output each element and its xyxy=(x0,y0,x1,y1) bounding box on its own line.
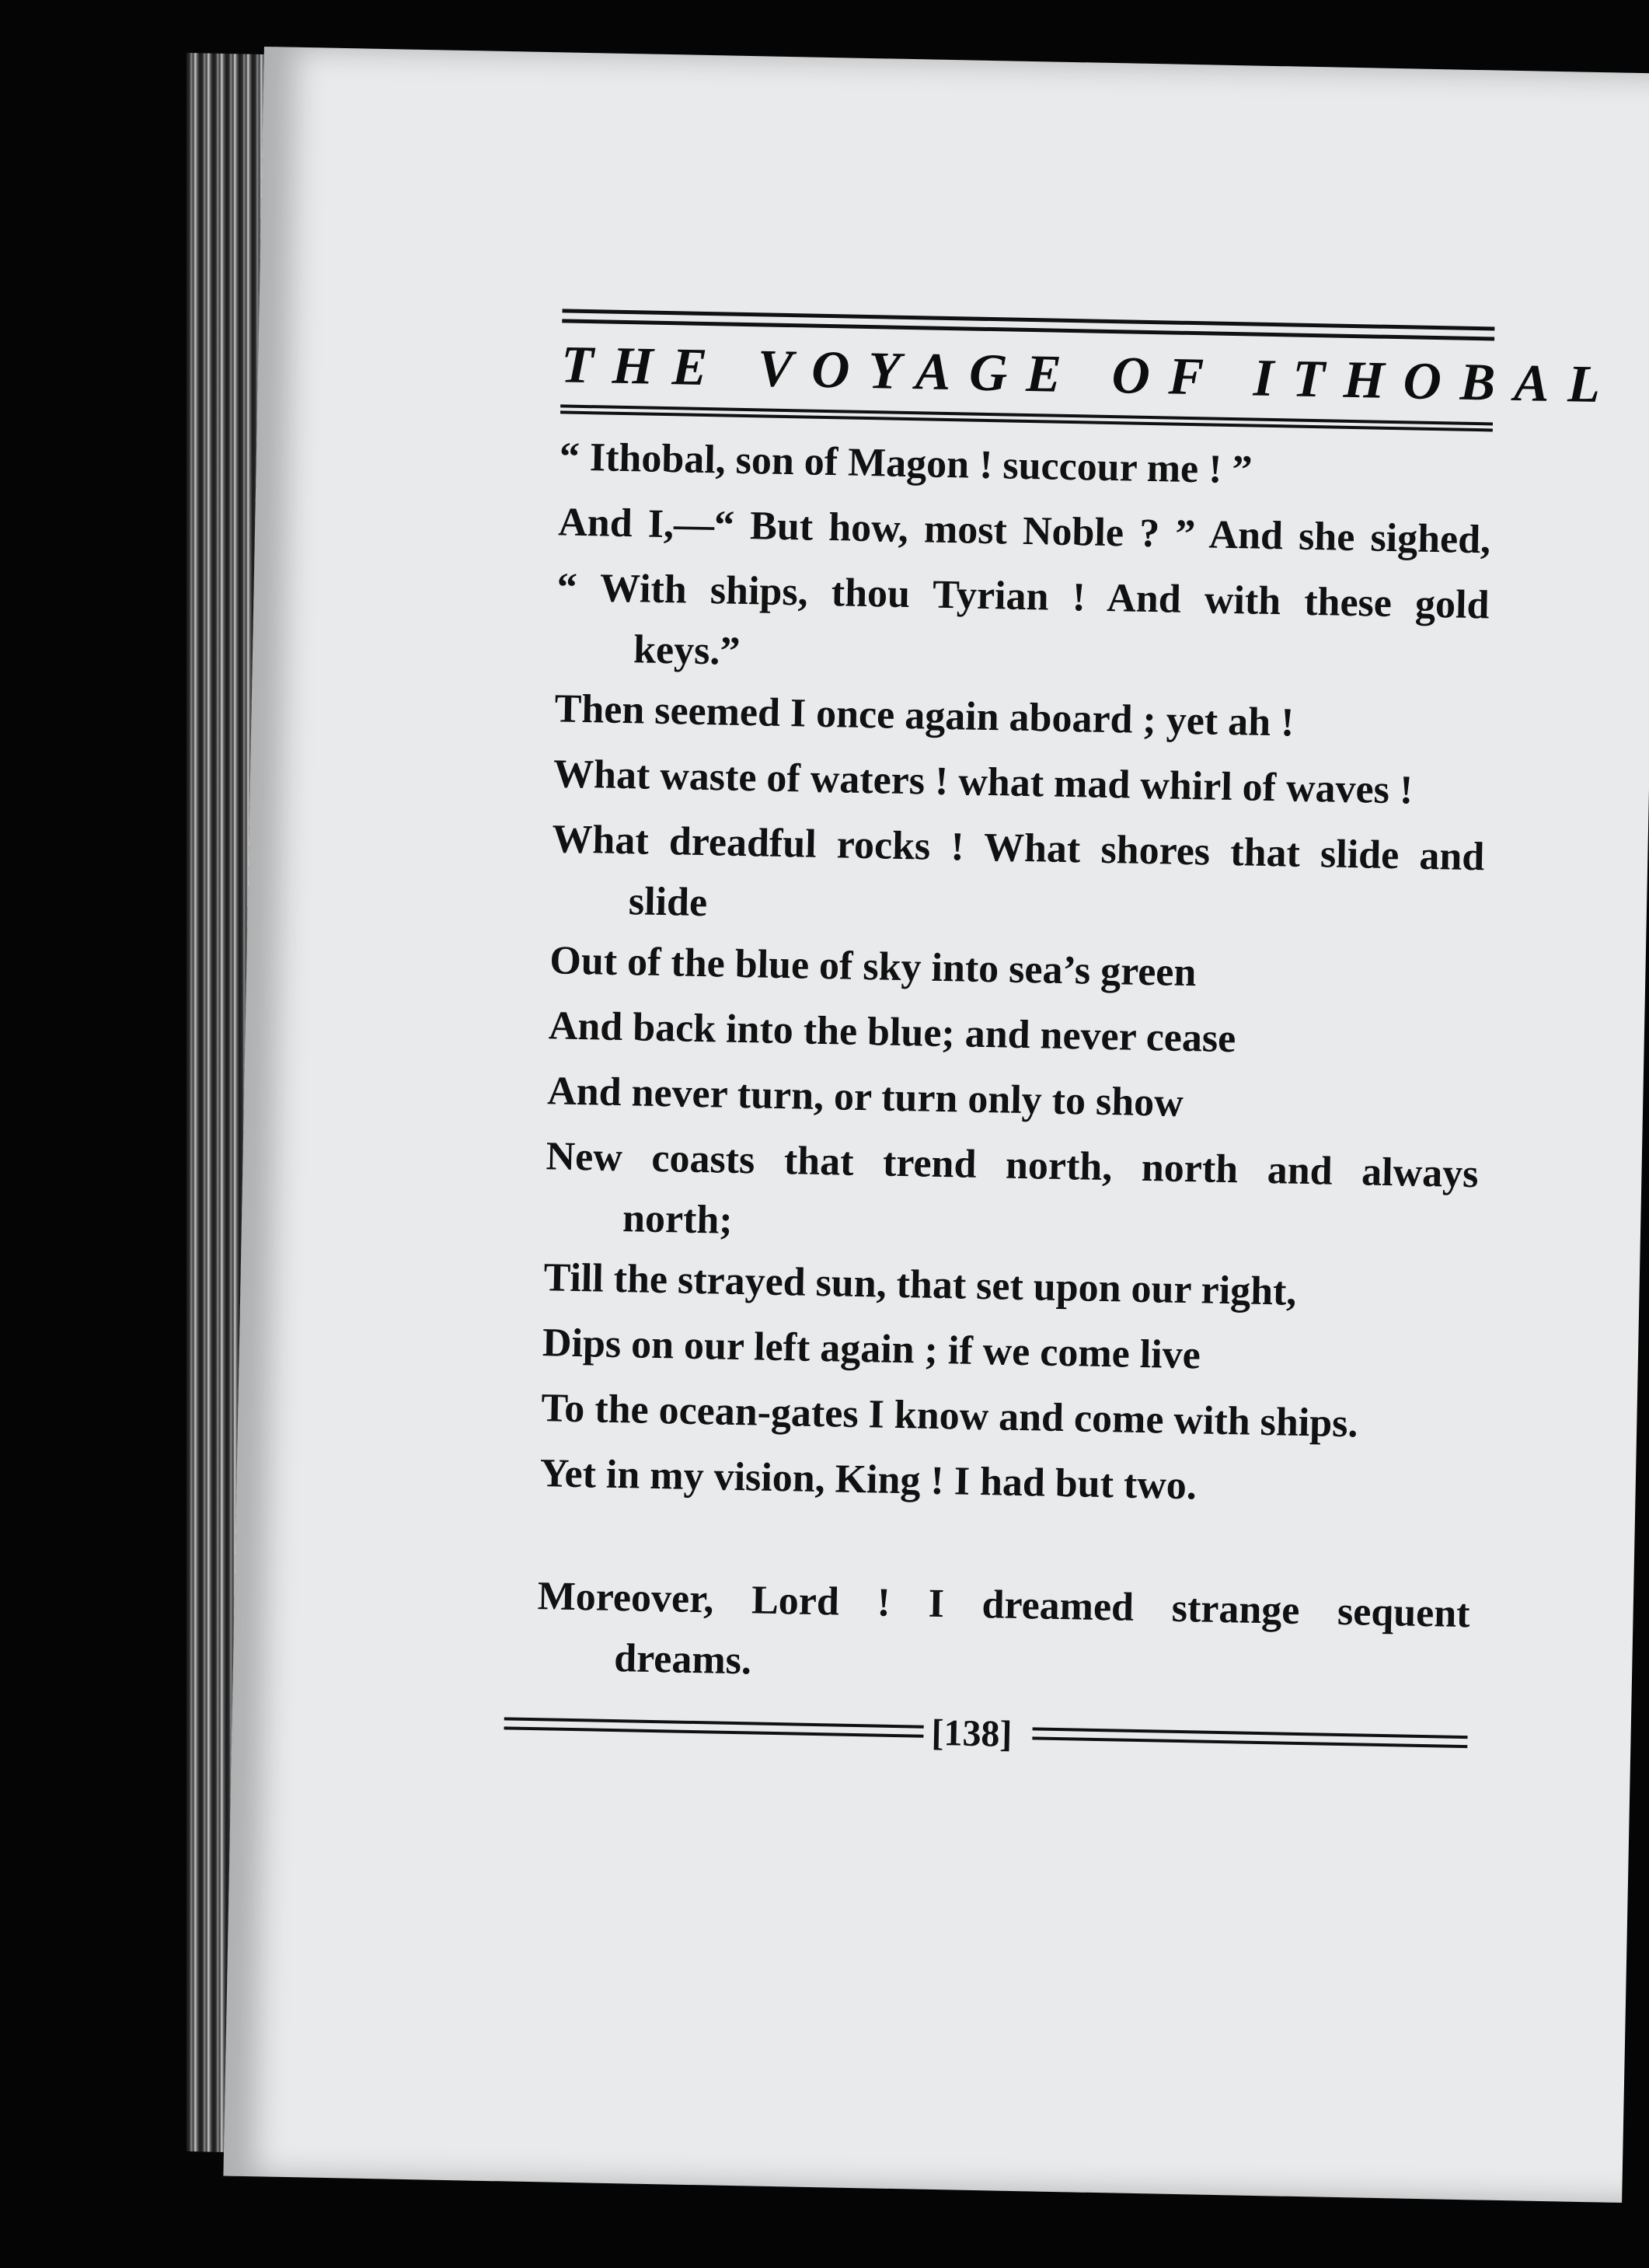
verse-line: Moreover, Lord ! I dreamed strange sequent xyxy=(537,1574,1471,1637)
book-page xyxy=(223,47,1649,2203)
verse-line: “ With ships, thou Tyrian ! And with these gold xyxy=(556,565,1490,628)
verse-line: New coasts that trend north, north and always xyxy=(546,1134,1479,1197)
verse-line: Out of the blue of sky into sea’s green xyxy=(549,938,1197,996)
footer-rule-right xyxy=(1032,1727,1467,1748)
verse-line: “ Ithobal, son of Magon ! succour me ! ” xyxy=(559,434,1253,493)
verse-line: Till the strayed sun, that set upon our right, xyxy=(543,1255,1297,1314)
verse-stanza-2 xyxy=(536,1564,1471,1703)
verse-line-turnover: slide xyxy=(628,879,708,926)
verse-line: What waste of waters ! what mad whirl of waves ! xyxy=(553,752,1414,813)
verse-line: To the ocean-gates I know and come with ships. xyxy=(540,1386,1358,1446)
running-head: THE VOYAGE OF ITHOBAL xyxy=(560,334,1619,414)
page-footer xyxy=(535,1708,1468,1757)
verse-line-turnover: north; xyxy=(622,1196,734,1243)
verse-line-turnover: dreams. xyxy=(613,1636,752,1684)
verse-line: What dreadful rocks ! What shores that slide and xyxy=(551,817,1485,880)
text-block xyxy=(535,309,1619,1757)
page-number: [138] xyxy=(931,1711,1013,1755)
verse-line: And back into the blue; and never cease xyxy=(548,1003,1236,1062)
verse-stanza-1 xyxy=(539,424,1493,1524)
footer-rule-left xyxy=(504,1717,923,1737)
verse-line-turnover: keys.” xyxy=(633,627,741,674)
verse-line: Dips on our left again ; if we come live xyxy=(542,1321,1201,1378)
verse-line: Yet in my vision, King ! I had but two. xyxy=(539,1451,1198,1509)
verse-line: Then seemed I once again aboard ; yet ah ! xyxy=(554,686,1295,745)
verse-line: And never turn, or turn only to show xyxy=(546,1069,1184,1125)
verse-line: And I,—“ But how, most Noble ? ” And she sighed, xyxy=(557,500,1491,563)
